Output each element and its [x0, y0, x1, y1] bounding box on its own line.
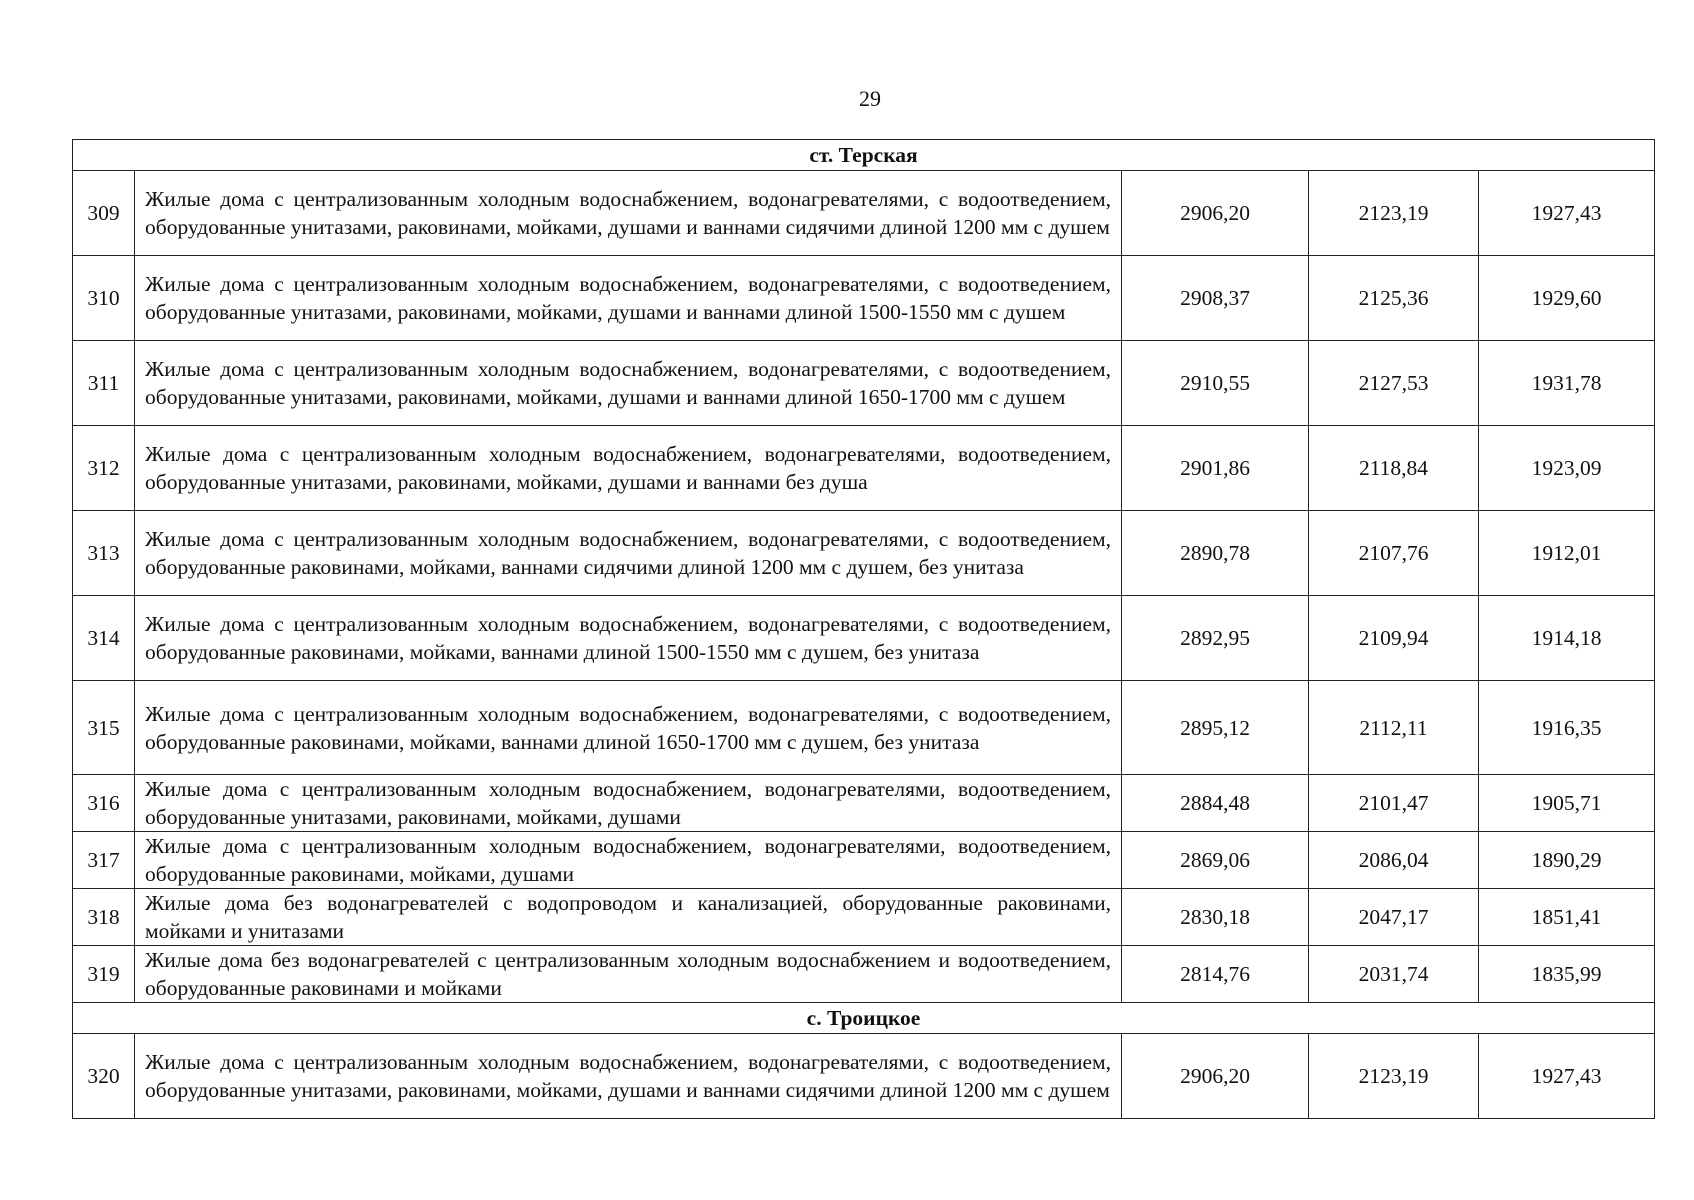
tariff-value-3: 1927,43: [1479, 1034, 1655, 1119]
row-number: 316: [73, 775, 135, 832]
tariff-value-3: 1890,29: [1479, 832, 1655, 889]
row-description: Жилые дома с централизованным холодным водоснабжением, водонагревателями, с водоотведением, оборудованные унитазами, раковинами, мойками, душами и ваннами сидячими длиной 1200 мм с душем: [135, 1034, 1122, 1119]
tariff-value-3: 1912,01: [1479, 511, 1655, 596]
table-row: [73, 681, 1655, 775]
table-row: [73, 832, 1655, 889]
table-row: [73, 889, 1655, 946]
row-number: 320: [73, 1034, 135, 1119]
tariff-value-1: 2895,12: [1122, 681, 1309, 775]
row-number: 315: [73, 681, 135, 775]
row-description: Жилые дома с централизованным холодным водоснабжением, водонагревателями, водоотведением, оборудованные раковинами, мойками, душами: [135, 832, 1122, 889]
tariff-value-3: 1929,60: [1479, 256, 1655, 341]
row-number: 314: [73, 596, 135, 681]
table-row: [73, 341, 1655, 426]
tariff-value-3: 1916,35: [1479, 681, 1655, 775]
tariff-value-2: 2107,76: [1309, 511, 1479, 596]
tariff-value-2: 2031,74: [1309, 946, 1479, 1003]
row-description: Жилые дома без водонагревателей с водопроводом и канализацией, оборудованные раковинами, мойками и унитазами: [135, 889, 1122, 946]
table-row: [73, 946, 1655, 1003]
section-heading: с. Троицкое: [73, 1003, 1655, 1034]
row-description: Жилые дома с централизованным холодным водоснабжением, водонагревателями, с водоотведением, оборудованные раковинами, мойками, ваннами сидячими длиной 1200 мм с душем, без унитаза: [135, 511, 1122, 596]
tariff-table: [72, 139, 1655, 1119]
section-heading: ст. Терская: [73, 140, 1655, 171]
table-row: [73, 775, 1655, 832]
tariff-value-2: 2118,84: [1309, 426, 1479, 511]
row-description: Жилые дома с централизованным холодным водоснабжением, водонагревателями, с водоотведением, оборудованные унитазами, раковинами, мойками, душами и ваннами длиной 1650-1700 мм с душем: [135, 341, 1122, 426]
tariff-value-2: 2109,94: [1309, 596, 1479, 681]
table-row: [73, 426, 1655, 511]
row-number: 318: [73, 889, 135, 946]
tariff-value-2: 2125,36: [1309, 256, 1479, 341]
tariff-value-3: 1835,99: [1479, 946, 1655, 1003]
tariff-value-1: 2910,55: [1122, 341, 1309, 426]
section-heading-row: [73, 1003, 1655, 1034]
tariff-value-1: 2890,78: [1122, 511, 1309, 596]
row-number: 312: [73, 426, 135, 511]
tariff-value-1: 2814,76: [1122, 946, 1309, 1003]
tariff-value-2: 2112,11: [1309, 681, 1479, 775]
tariff-value-1: 2892,95: [1122, 596, 1309, 681]
tariff-value-1: 2830,18: [1122, 889, 1309, 946]
row-description: Жилые дома с централизованным холодным водоснабжением, водонагревателями, водоотведением, оборудованные унитазами, раковинами, мойками, душами: [135, 775, 1122, 832]
tariff-value-2: 2127,53: [1309, 341, 1479, 426]
table-row: [73, 1034, 1655, 1119]
tariff-value-2: 2047,17: [1309, 889, 1479, 946]
row-description: Жилые дома без водонагревателей с централизованным холодным водоснабжением и водоотведением, оборудованные раковинами и мойками: [135, 946, 1122, 1003]
table-row: [73, 511, 1655, 596]
row-number: 313: [73, 511, 135, 596]
table-row: [73, 171, 1655, 256]
tariff-value-1: 2901,86: [1122, 426, 1309, 511]
row-number: 317: [73, 832, 135, 889]
row-number: 310: [73, 256, 135, 341]
section-heading-row: [73, 140, 1655, 171]
table-body: [73, 140, 1655, 1119]
tariff-value-2: 2086,04: [1309, 832, 1479, 889]
tariff-value-3: 1905,71: [1479, 775, 1655, 832]
row-number: 319: [73, 946, 135, 1003]
table-row: [73, 256, 1655, 341]
table-row: [73, 596, 1655, 681]
row-number: 311: [73, 341, 135, 426]
tariff-value-3: 1914,18: [1479, 596, 1655, 681]
tariff-value-3: 1923,09: [1479, 426, 1655, 511]
row-description: Жилые дома с централизованным холодным водоснабжением, водонагревателями, с водоотведением, оборудованные унитазами, раковинами, мойками, душами и ваннами длиной 1500-1550 мм с душем: [135, 256, 1122, 341]
tariff-value-2: 2101,47: [1309, 775, 1479, 832]
tariff-value-2: 2123,19: [1309, 171, 1479, 256]
page-number: 29: [859, 86, 881, 111]
tariff-value-1: 2906,20: [1122, 171, 1309, 256]
tariff-value-1: 2884,48: [1122, 775, 1309, 832]
tariff-value-2: 2123,19: [1309, 1034, 1479, 1119]
tariff-value-3: 1927,43: [1479, 171, 1655, 256]
row-description: Жилые дома с централизованным холодным водоснабжением, водонагревателями, с водоотведением, оборудованные унитазами, раковинами, мойками, душами и ваннами сидячими длиной 1200 мм с душем: [135, 171, 1122, 256]
row-number: 309: [73, 171, 135, 256]
tariff-value-3: 1851,41: [1479, 889, 1655, 946]
tariff-value-1: 2908,37: [1122, 256, 1309, 341]
tariff-value-1: 2906,20: [1122, 1034, 1309, 1119]
tariff-value-1: 2869,06: [1122, 832, 1309, 889]
row-description: Жилые дома с централизованным холодным водоснабжением, водонагревателями, с водоотведением, оборудованные раковинами, мойками, ваннами длиной 1650-1700 мм с душем, без унитаза: [135, 681, 1122, 775]
row-description: Жилые дома с централизованным холодным водоснабжением, водонагревателями, с водоотведением, оборудованные раковинами, мойками, ваннами длиной 1500-1550 мм с душем, без унитаза: [135, 596, 1122, 681]
tariff-value-3: 1931,78: [1479, 341, 1655, 426]
row-description: Жилые дома с централизованным холодным водоснабжением, водонагревателями, водоотведением, оборудованные унитазами, раковинами, мойками, душами и ваннами без душа: [135, 426, 1122, 511]
